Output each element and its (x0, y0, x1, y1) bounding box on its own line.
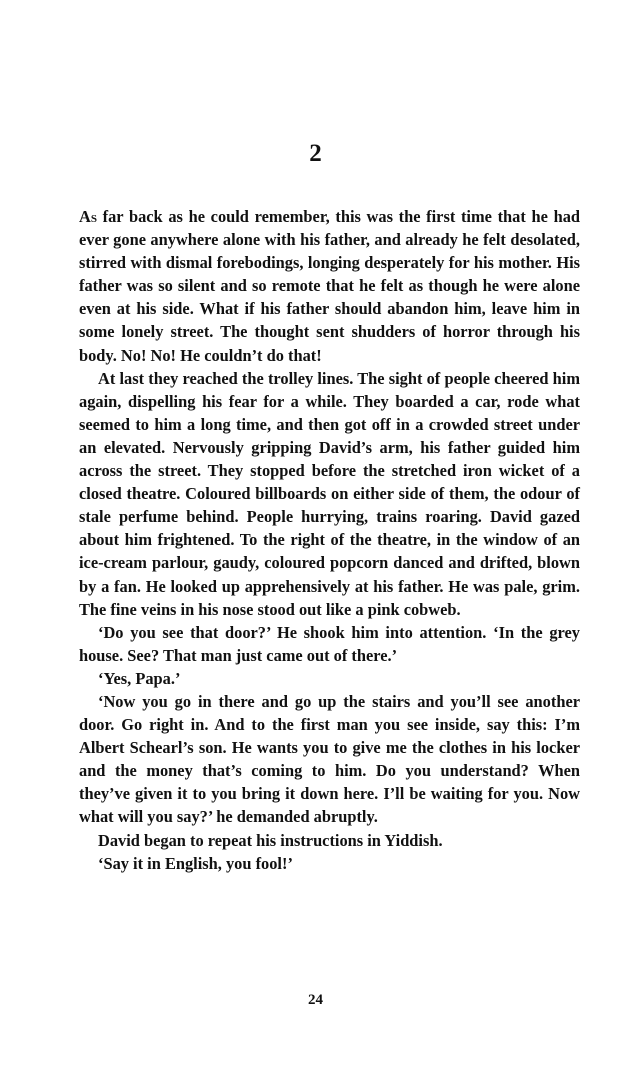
paragraph: At last they reached the trolley lines. The sight of people cheered him again, dispelling his fear for a while. They boarded a car, rode what seemed to him a long time, and then got off in a crowded street under an elevated. Nervously gripping David’s arm, his father guided him across the street. They stopped before the stretched iron wicket of a closed theatre. Coloured billboards on either side of them, the odour of stale perfume behind. People hurrying, trains roaring. David gazed about him frightened. To the right of the theatre, in the window of an ice-cream parlour, gaudy, coloured popcorn danced and drifted, blown by a fan. He looked up apprehensively at his father. He was pale, grim. The fine veins in his nose stood out like a pink cobweb. (79, 368, 580, 619)
paragraph: ‘Yes, Papa.’ (98, 668, 181, 688)
opening-text: far back as he could remember, this was the first time that he had ever gone anywhere alone with his father, and already he felt desolated, stirred with dismal forebodings, longing desperately for his mother. His father was so silent and so remote that he felt as though he were alone even at his side. What if his father should abandon him, leave him in some lonely street. The thought sent shudders of horror through his body. No! No! He couldn’t do that! (79, 207, 580, 365)
opening-initial: As (79, 207, 97, 226)
chapter-number: 2 (309, 140, 322, 167)
paragraph: David began to repeat his instructions in Yiddish. (98, 830, 443, 850)
opening-paragraph (79, 205, 580, 367)
paragraph: ‘Say it in English, you fool!’ (98, 853, 293, 873)
page-number: 24 (308, 992, 323, 1008)
paragraph: ‘Do you see that door?’ He shook him into attention. ‘In the grey house. See? That man just came out of there.’ (79, 622, 580, 665)
chapter-body (79, 205, 580, 875)
paragraph: ‘Now you go in there and go up the stairs and you’ll see another door. Go right in. And to the first man you see inside, say this: I’m Albert Schearl’s son. He wants you to give me the clothes in his locker and the money that’s coming to him. Do you understand? When they’ve given it to you bring it down here. I’ll be waiting for you. Now what will you say?’ he demanded abruptly. (79, 691, 580, 827)
